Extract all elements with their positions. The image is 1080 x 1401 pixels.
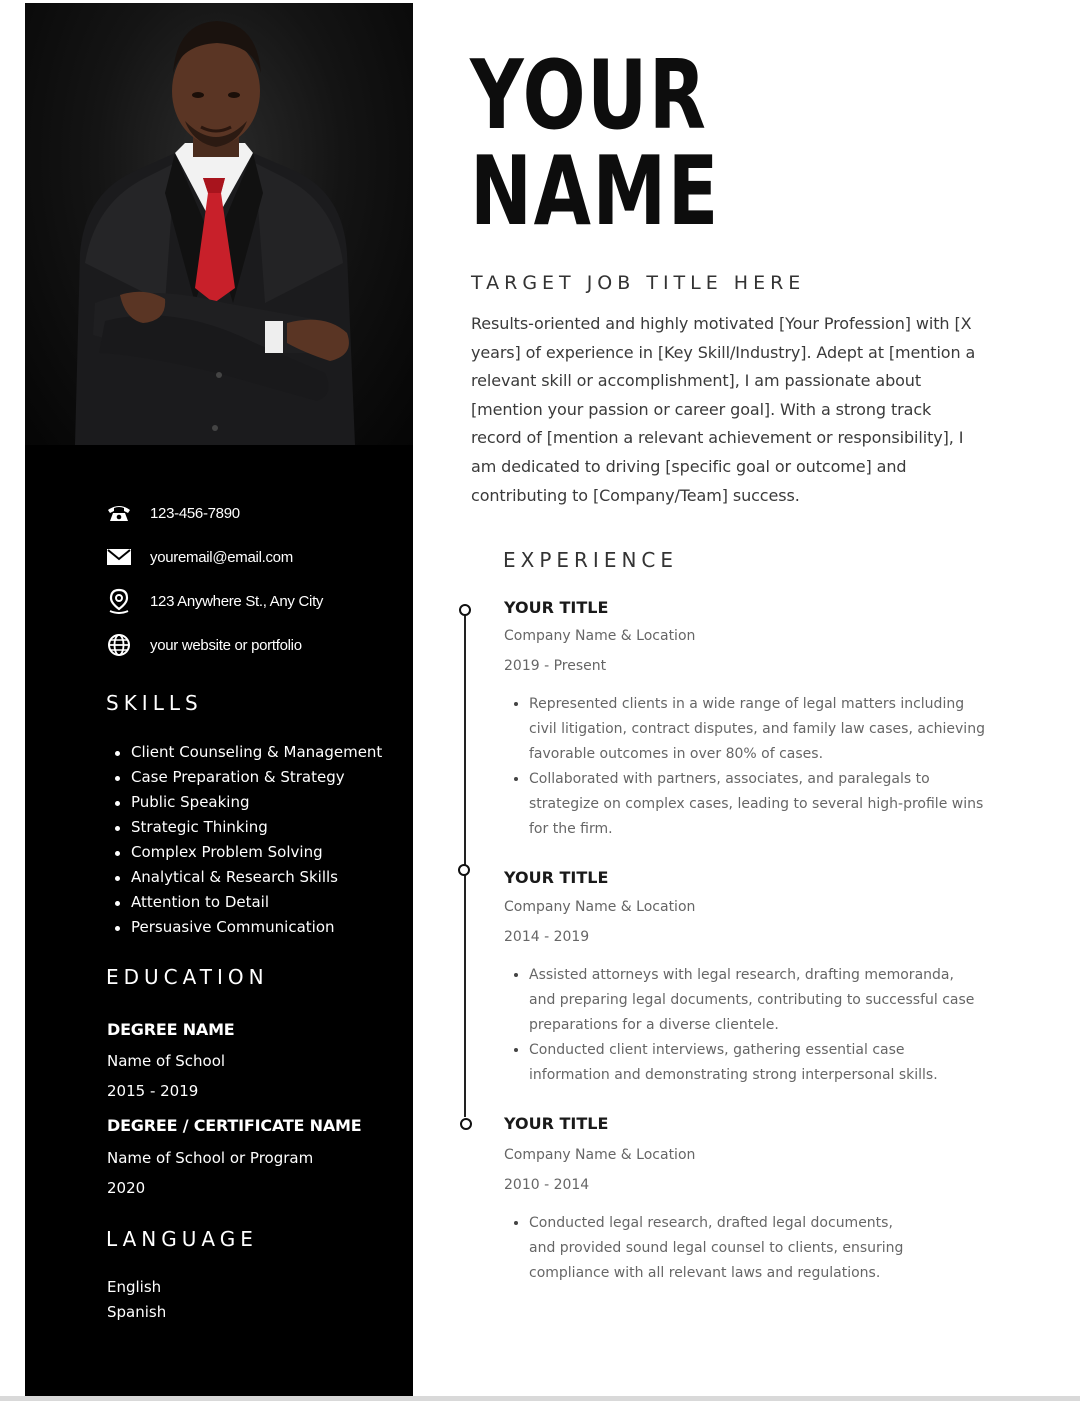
job-dates: 2010 - 2014: [504, 1177, 590, 1193]
degree-name: DEGREE NAME: [107, 1020, 235, 1039]
timeline-dot: [460, 1118, 472, 1130]
list-item: [514, 767, 985, 842]
language-heading: LANGUAGE: [106, 1227, 258, 1251]
address-text: 123 Anywhere St., Any City: [150, 592, 324, 610]
bullet-line: Assisted attorneys with legal research, drafting memoranda,: [529, 967, 954, 983]
job-title: YOUR TITLE: [504, 598, 609, 617]
sidebar: [25, 3, 413, 1397]
company-name: Company Name & Location: [504, 628, 696, 644]
name-line-1: YOUR: [470, 41, 708, 151]
name-line-2: NAME: [470, 137, 720, 247]
language-item: Spanish: [107, 1303, 167, 1321]
list-item: Attention to Detail: [115, 890, 382, 915]
list-item: Public Speaking: [115, 790, 382, 815]
bullet-line: compliance with all relevant laws and regulations.: [529, 1265, 881, 1281]
summary-line: [mention your passion or career goal]. With a strong track: [471, 399, 932, 419]
target-job-title: TARGET JOB TITLE HERE: [471, 272, 806, 294]
summary-line: am dedicated to driving [specific goal or outcome] and: [471, 456, 907, 476]
contact-phone: [105, 491, 323, 535]
job-dates: 2014 - 2019: [504, 929, 590, 945]
summary-line: relevant skill or accomplishment], I am passionate about: [471, 371, 922, 391]
job-bullets: [514, 1211, 903, 1286]
company-name: Company Name & Location: [504, 1147, 696, 1163]
bullet-line: Conducted legal research, drafted legal documents,: [529, 1215, 893, 1231]
summary-line: Results-oriented and highly motivated [Your Profession] with [X: [471, 314, 972, 333]
education-heading: EDUCATION: [106, 965, 269, 989]
phone-icon: [105, 499, 133, 527]
list-item: Strategic Thinking: [115, 815, 382, 840]
bullet-line: preparations for a diverse clientele.: [529, 1017, 779, 1033]
degree-name: DEGREE / CERTIFICATE NAME: [107, 1116, 362, 1135]
bullet-line: Collaborated with partners, associates, and paralegals to: [529, 771, 930, 787]
bullet-line: and provided sound legal counsel to clients, ensuring: [529, 1240, 904, 1256]
list-item: [514, 692, 985, 767]
contact-list: [105, 491, 323, 667]
list-item: Analytical & Research Skills: [115, 865, 382, 890]
contact-email: [105, 535, 323, 579]
bullet-line: Represented clients in a wide range of legal matters including: [529, 696, 965, 712]
profile-photo: [25, 3, 413, 445]
list-item: [514, 1038, 974, 1088]
bullet-line: civil litigation, contract disputes, and family law cases, achieving: [529, 721, 985, 737]
contact-address: [105, 579, 323, 623]
list-item: Client Counseling & Management: [115, 740, 382, 765]
language-item: English: [107, 1278, 162, 1296]
job-bullets: [514, 692, 985, 842]
list-item: Case Preparation & Strategy: [115, 765, 382, 790]
email-text: youremail@email.com: [150, 548, 293, 566]
list-item: [514, 963, 974, 1038]
job-dates: 2019 - Present: [504, 658, 607, 674]
bullet-line: and preparing legal documents, contributing to successful case: [529, 992, 975, 1008]
bullet-line: for the firm.: [529, 821, 613, 837]
website-text: your website or portfolio: [150, 636, 302, 654]
experience-heading: EXPERIENCE: [503, 548, 679, 572]
location-pin-icon: [105, 587, 133, 615]
list-item: Complex Problem Solving: [115, 840, 382, 865]
school-name: Name of School: [107, 1052, 226, 1070]
bullet-line: strategize on complex cases, leading to several high-profile wins: [529, 796, 984, 812]
list-item: Persuasive Communication: [115, 915, 382, 940]
envelope-icon: [105, 543, 133, 571]
list-item: [514, 1211, 903, 1286]
school-name: Name of School or Program: [107, 1149, 314, 1167]
job-bullets: [514, 963, 974, 1088]
company-name: Company Name & Location: [504, 899, 696, 915]
globe-icon: [105, 631, 133, 659]
bullet-line: Conducted client interviews, gathering essential case: [529, 1042, 905, 1058]
bullet-line: favorable outcomes in over 80% of cases.: [529, 746, 824, 762]
page-title: [470, 41, 720, 247]
summary-line: record of [mention a relevant achievement or responsibility], I: [471, 428, 964, 448]
job-title: YOUR TITLE: [504, 1114, 609, 1133]
summary-paragraph: [471, 310, 1061, 510]
summary-line: contributing to [Company/Team] success.: [471, 485, 800, 505]
education-years: 2015 - 2019: [107, 1082, 199, 1100]
skills-heading: SKILLS: [106, 691, 203, 715]
education-years: 2020: [107, 1179, 146, 1197]
job-title: YOUR TITLE: [504, 868, 609, 887]
phone-text: 123-456-7890: [150, 504, 240, 522]
timeline-dot: [459, 604, 471, 616]
skills-list: [115, 740, 382, 940]
bullet-line: information and demonstrating strong interpersonal skills.: [529, 1067, 938, 1083]
summary-line: years] of experience in [Key Skill/Industry]. Adept at [mention a: [471, 342, 976, 362]
contact-website: [105, 623, 323, 667]
page-edge: [0, 1396, 1080, 1401]
timeline-dot: [458, 864, 470, 876]
